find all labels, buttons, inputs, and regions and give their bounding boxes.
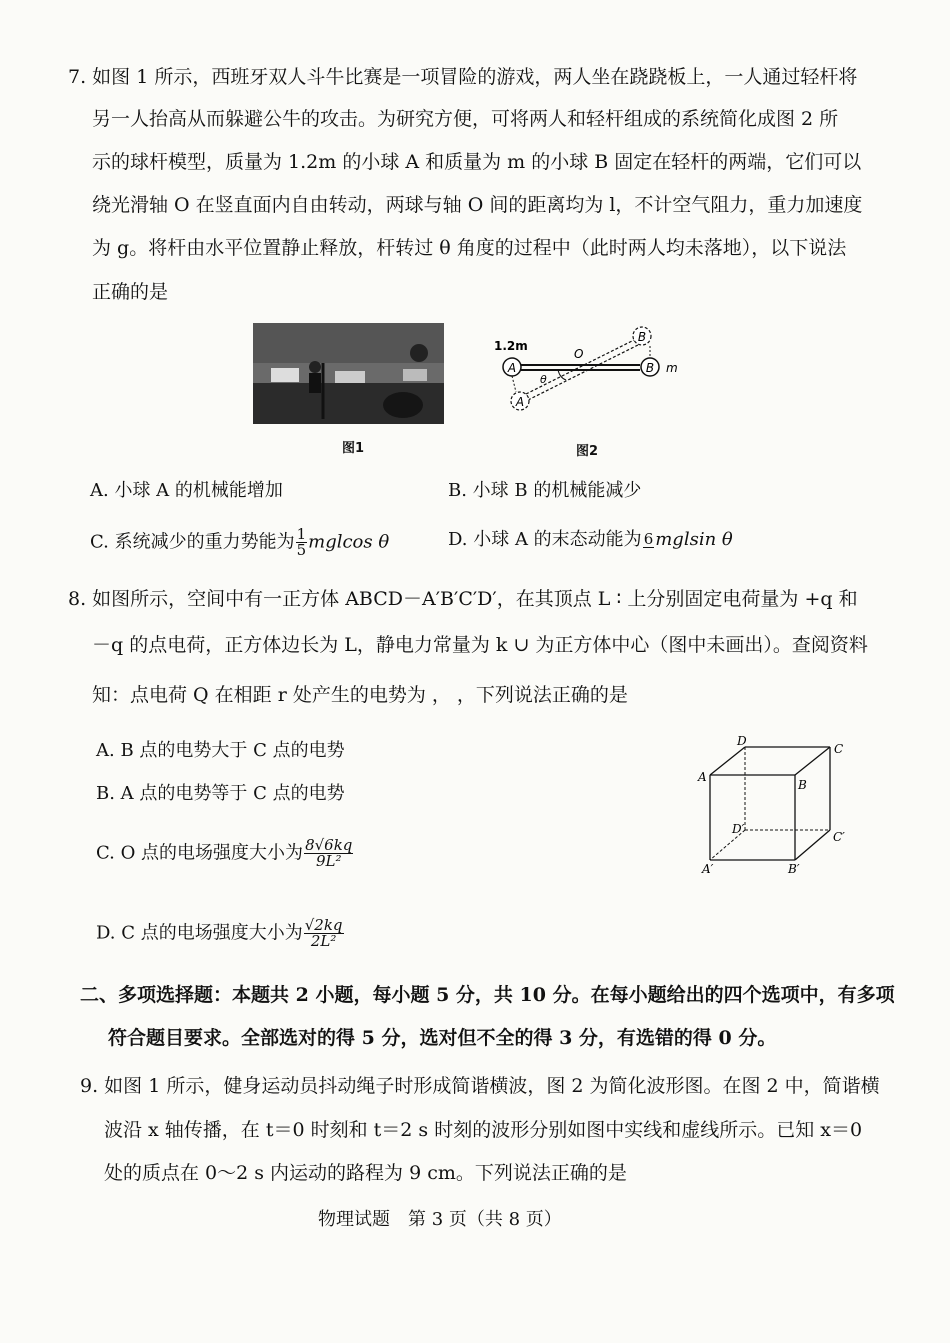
- cube-label-b: B: [798, 778, 807, 792]
- cube-label-a1: A′: [702, 862, 714, 876]
- cube-label-b1: B′: [788, 862, 800, 876]
- q8-line-1: 8. 如图所示，空间中有一正方体 ABCD－A′B′C′D′，在其顶点 L ∶ 上分别固定电荷量为 +q 和: [68, 588, 858, 610]
- angle-label: θ: [540, 373, 547, 386]
- q7-option-c: C. 系统减少的重力势能为 $\frac{1}{5}$ mglcos θ: [90, 525, 390, 559]
- section2-line-1: 二、多项选择题：本题共 2 小题，每小题 5 分，共 10 分。在每小题给出的四个选项中，有多项: [80, 984, 895, 1006]
- q8-line-3: 知：点电荷 Q 在相距 r 处产生的电势为 ， ，下列说法正确的是: [92, 684, 628, 706]
- q8-option-d: D. C 点的电场强度大小为 $\frac{√2kq}{\text{2L²}}$: [96, 916, 343, 950]
- svg-text:B: B: [637, 330, 647, 344]
- q8-line-2: －q 的点电荷，正方体边长为 L，静电力常量为 k ∪ 为正方体中心（图中未画出）。查阅资料: [92, 634, 868, 656]
- q7-line-6: 正确的是: [92, 281, 169, 303]
- q7-line-2: 另一人抬高从而躲避公牛的攻击。为研究方便，可将两人和轻杆组成的系统简化成图 2 所: [92, 108, 839, 130]
- q7-option-b: B. 小球 B 的机械能减少: [448, 480, 642, 501]
- fig2-caption: 图2: [576, 444, 599, 459]
- ball-rod-diagram: [488, 322, 688, 422]
- q7-line-5: 为 g。将杆由水平位置静止释放，杆转过 θ 角度的过程中（此时两人均未落地），以下说法: [92, 237, 847, 259]
- mass-a-label: 1.2m: [494, 339, 528, 353]
- q8-option-b: B. A 点的电势等于 C 点的电势: [96, 783, 345, 804]
- cube-label-d: D: [737, 735, 747, 748]
- ball-b-label: B: [645, 361, 655, 375]
- cube-diagram: [690, 735, 860, 880]
- svg-text:A: A: [515, 395, 525, 409]
- bullfight-photo: [253, 323, 444, 424]
- q8-option-a: A. B 点的电势大于 C 点的电势: [96, 740, 345, 761]
- q7-option-d: D. 小球 A 的末态动能为 6 mglsin θ: [448, 529, 733, 550]
- fig1-caption: 图1: [342, 441, 365, 456]
- cube-label-a: A: [698, 770, 707, 784]
- q7-line-4: 绕光滑轴 O 在竖直面内自由转动，两球与轴 O 间的距离均为 l，不计空气阻力，重力加速度: [92, 194, 863, 216]
- q7-option-a: A. 小球 A 的机械能增加: [90, 480, 283, 501]
- q9-line-3: 处的质点在 0～2 s 内运动的路程为 9 cm。下列说法正确的是: [104, 1162, 627, 1184]
- cube-label-c1: C′: [833, 830, 845, 844]
- page-footer: 物理试题 第 3 页（共 8 页）: [318, 1209, 562, 1230]
- q7-line-3: 示的球杆模型，质量为 1.2m 的小球 A 和质量为 m 的小球 B 固定在轻杆的两端，它们可以: [92, 151, 862, 173]
- q7-line-1: 7. 如图 1 所示，西班牙双人斗牛比赛是一项冒险的游戏，两人坐在跷跷板上，一人通过轻杆将: [68, 66, 858, 88]
- cube-label-c: C: [834, 742, 844, 756]
- q9-line-2: 波沿 x 轴传播，在 t＝0 时刻和 t＝2 s 时刻的波形分别如图中实线和虚线所示。已知 x＝0: [104, 1119, 863, 1141]
- ball-a-label: A: [507, 361, 517, 375]
- section2-line-2: 符合题目要求。全部选对的得 5 分，选对但不全的得 3 分，有选错的得 0 分。: [108, 1027, 777, 1049]
- pivot-label: O: [574, 347, 584, 361]
- mass-b-label: m: [666, 361, 678, 375]
- q9-line-1: 9. 如图 1 所示，健身运动员抖动绳子时形成简谐横波，图 2 为简化波形图。在图 2 中，简谐横: [80, 1075, 880, 1097]
- cube-label-d1: D′: [732, 822, 745, 836]
- q8-option-c: C. O 点的电场强度大小为 $\frac{8√6kq}{\text{9L²}}$: [96, 836, 353, 870]
